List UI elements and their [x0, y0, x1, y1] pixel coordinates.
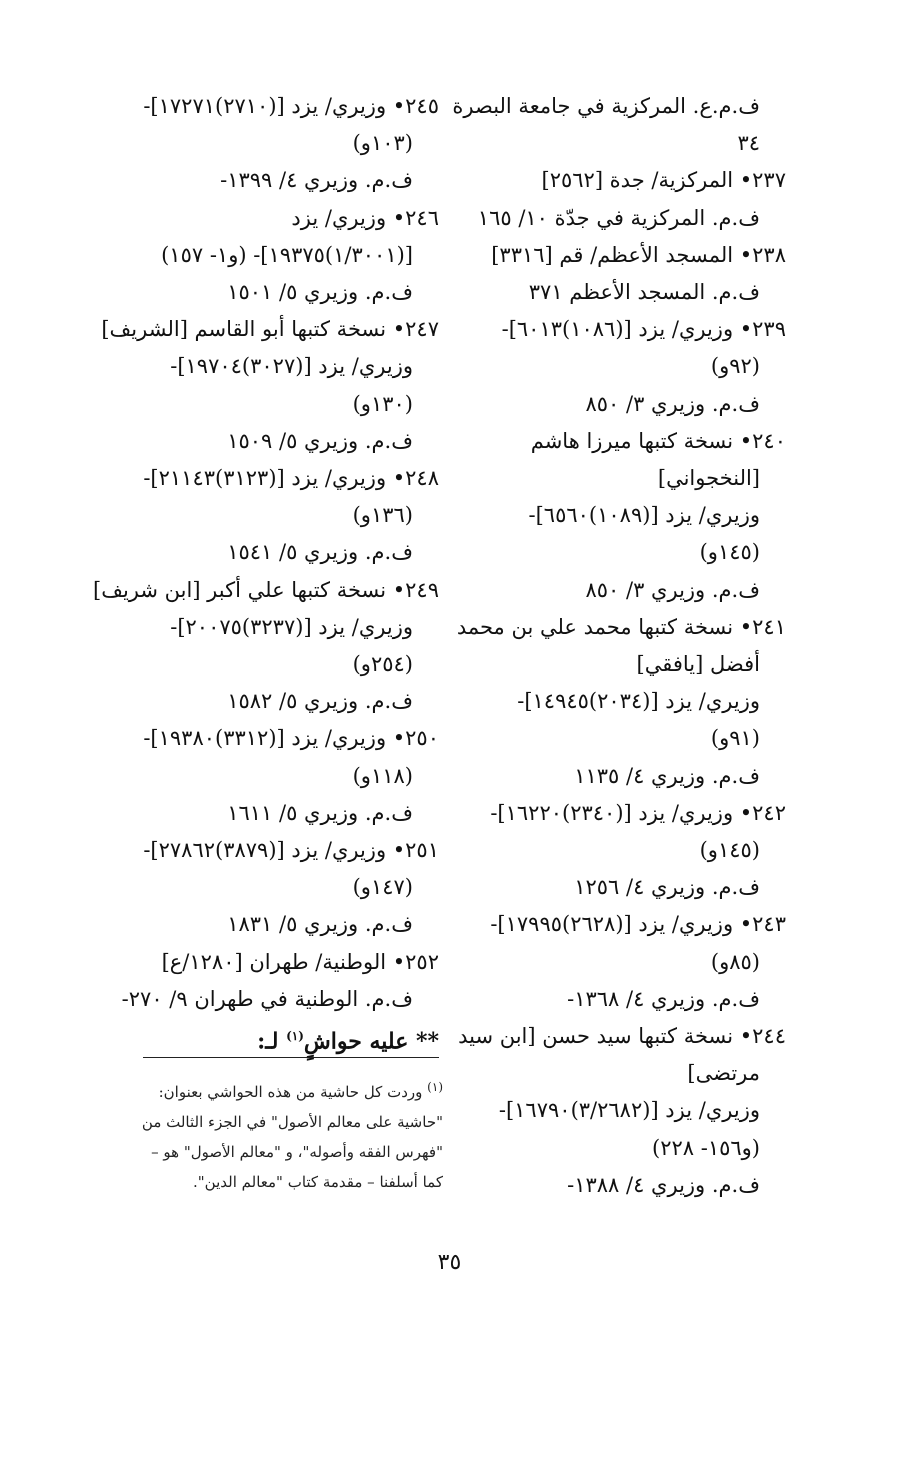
catalog-line: ف.م. وزيري ٥/ ١٥٨٢: [227, 689, 413, 714]
right-column: [436, 88, 786, 1204]
catalog-line: ف.م. المسجد الأعظم ٣٧١: [528, 280, 760, 305]
catalog-line: ف.م. وزيري ٥/ ١٨٣١: [227, 912, 413, 937]
catalog-line: (١٠٣و): [352, 131, 413, 156]
catalog-line: ٢٥٢• الوطنية/ طهران [١٢٨٠/ع]: [161, 949, 439, 974]
section-heading: [89, 1018, 439, 1061]
catalog-line: (١٤٥و): [699, 838, 760, 863]
catalog-line: (١٣٠و): [352, 391, 413, 416]
catalog-line: (٩٢و): [710, 354, 760, 379]
catalog-line: ٢٤٦• وزيري/ يزد: [291, 205, 439, 230]
heading-footnote-mark: (١): [286, 1029, 304, 1044]
catalog-line: (٩١و): [710, 726, 760, 751]
catalog-line: ف.م. وزيري ٥/ ١٥٠٩: [227, 428, 413, 453]
footnote-mark: (١): [427, 1080, 443, 1094]
catalog-line: (١٤٧و): [352, 875, 413, 900]
catalog-line: ٢٤١• نسخة كتبها محمد علي بن محمد: [456, 614, 786, 639]
catalog-line: ف.م. وزيري ٤/ ١٣٦٨-: [567, 986, 760, 1011]
catalog-line: ف.م. وزيري ٤/ ١١٣٥: [574, 763, 760, 788]
catalog-line: وزيري/ يزد [(١٠٨٩)٦٥٦٠]-: [528, 503, 760, 528]
catalog-line: (و١٥٦- ٢٢٨): [651, 1135, 760, 1160]
catalog-line: ٢٤٤• نسخة كتبها سيد حسن [ابن سيد: [458, 1024, 786, 1049]
left-entries: [89, 88, 439, 1018]
catalog-line: (٨٥و): [710, 949, 760, 974]
catalog-line: وزيري/ يزد [(٣٢٣٧)٢٠٠٧٥]-: [170, 614, 413, 639]
footnote-line: وردت كل حاشية من هذه الحواشي بعنوان:: [158, 1083, 423, 1101]
catalog-line: [النخجواني]: [657, 466, 760, 491]
catalog-line: ٢٣٨• المسجد الأعظم/ قم [٣٣١٦]: [491, 242, 786, 267]
footnote: [103, 1072, 443, 1197]
catalog-line: ف.م. وزيري ٥/ ١٥٠١: [227, 280, 413, 305]
catalog-line: وزيري/ يزد [(٣/٢٦٨٢)١٦٧٩٠]-: [498, 1098, 760, 1123]
left-column: [89, 88, 439, 1061]
catalog-line: ٢٤٨• وزيري/ يزد [(٣١٢٣)٢١١٤٣]-: [143, 466, 439, 491]
catalog-line: مرتضى]: [687, 1061, 760, 1086]
footnote-line: "حاشية على معالم الأصول" في الجزء الثالث من: [141, 1113, 443, 1131]
catalog-line: وزيري/ يزد [(٢٠٣٤)١٤٩٤٥]-: [517, 689, 760, 714]
catalog-line: ف.م. وزيري ٤/ ١٢٥٦: [574, 875, 760, 900]
catalog-line: (٢٥٤و): [352, 652, 413, 677]
catalog-line: ف.م.ع. المركزية في جامعة البصرة: [452, 94, 760, 118]
catalog-line: ٢٤٧• نسخة كتبها أبو القاسم [الشريف]: [101, 317, 439, 342]
catalog-line: ٢٤٩• نسخة كتبها علي أكبر [ابن شريف]: [93, 577, 439, 602]
catalog-line: أفضل [يافقي]: [636, 652, 760, 677]
catalog-line: [(١/٣٠٠١)١٩٣٧٥]- (و١- ١٥٧): [161, 242, 413, 267]
catalog-line: ٣٤: [737, 131, 760, 156]
catalog-line: ٢٥١• وزيري/ يزد [(٣٨٧٩)٢٧٨٦٢]-: [143, 838, 439, 863]
catalog-line: ف.م. وزيري ٤/ ١٣٩٩-: [220, 168, 413, 193]
page-number: ٣٥: [437, 1250, 462, 1275]
catalog-line: ف.م. وزيري ٣/ ٨٥٠: [585, 391, 760, 416]
heading-text: ** عليه حواشٍ: [303, 1028, 439, 1055]
catalog-line: ف.م. الوطنية في طهران ٩/ ٢٧٠-: [121, 986, 413, 1011]
footnote-line: كما أسلفنا – مقدمة كتاب "معالم الدين".: [193, 1173, 443, 1191]
catalog-line: ٢٣٩• وزيري/ يزد [(١٠٨٦)٦٠١٣]-: [501, 317, 786, 342]
catalog-line: (١٤٥و): [699, 540, 760, 565]
catalog-line: وزيري/ يزد [(٣٠٢٧)١٩٧٠٤]-: [170, 354, 413, 379]
catalog-line: ف.م. وزيري ٥/ ١٦١١: [227, 800, 413, 825]
catalog-line: ف.م. المركزية في جدّة ١٠/ ١٦٥: [477, 205, 760, 230]
catalog-line: ٢٤٣• وزيري/ يزد [(٢٦٢٨)١٧٩٩٥]-: [490, 912, 786, 937]
catalog-line: ف.م. وزيري ٣/ ٨٥٠: [585, 577, 760, 602]
footnote-separator: [143, 1057, 439, 1058]
catalog-line: ف.م. وزيري ٤/ ١٣٨٨-: [567, 1172, 760, 1197]
heading-tail: لـ:: [257, 1028, 287, 1055]
footnote-line: "فهرس الفقه وأصوله"، و "معالم الأصول" هو –: [151, 1143, 443, 1161]
catalog-line: ف.م. وزيري ٥/ ١٥٤١: [227, 540, 413, 565]
catalog-line: ٢٤٠• نسخة كتبها ميرزا هاشم: [530, 428, 786, 453]
catalog-line: ٢٣٧• المركزية/ جدة [٢٥٦٢]: [541, 168, 786, 193]
catalog-line: ٢٤٢• وزيري/ يزد [(٢٣٤٠)١٦٢٢٠]-: [490, 800, 786, 825]
catalog-line: ٢٥٠• وزيري/ يزد [(٣٣١٢)١٩٣٨٠]-: [143, 726, 439, 751]
catalog-line: ٢٤٥• وزيري/ يزد [(٢٧١٠)١٧٢٧١]-: [143, 94, 439, 118]
catalog-line: (١١٨و): [352, 763, 413, 788]
catalog-line: (١٣٦و): [352, 503, 413, 528]
